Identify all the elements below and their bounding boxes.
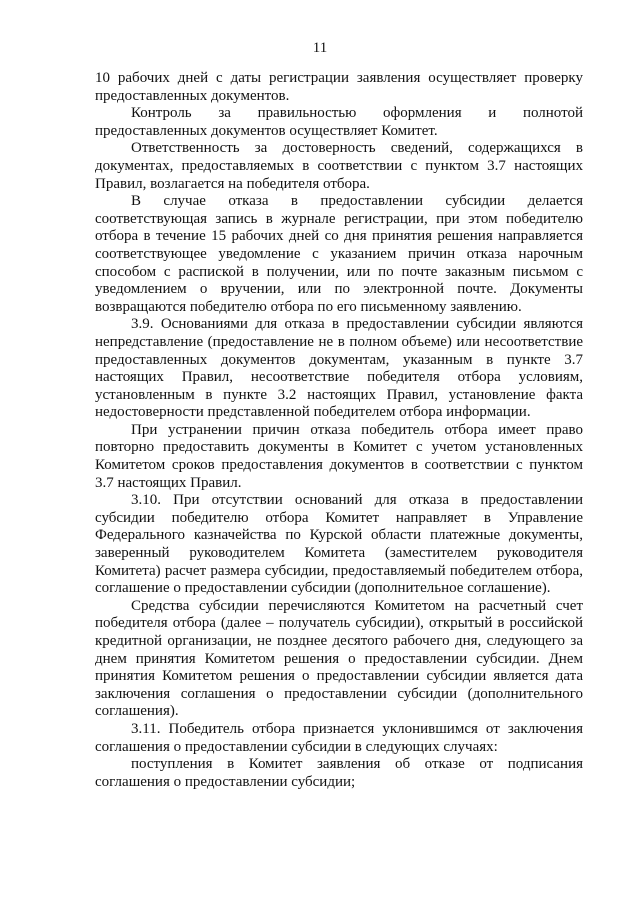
- paragraph-5: 3.9. Основаниями для отказа в предоставлении субсидии являются непредставление (предоставление не в полном объеме) или несоответствие предоставленных документов документам, указанным в пункте 3.7 настоящих Правил, несоответствие победителя отбора условиям, установленным в пункте 3.2 настоящих Правил, установление факта недостоверности представленной победителем отбора информации.: [95, 316, 583, 421]
- paragraph-6: При устранении причин отказа победитель отбора имеет право повторно предоставить документы в Комитет с учетом установленных Комитетом сроков предоставления документов в соответствии с пунктом 3.7 настоящих Правил.: [95, 421, 583, 491]
- paragraph-7: 3.10. При отсутствии оснований для отказа в предоставлении субсидии победителю отбора Комитет направляет в Управление Федерального казначейства по Курской области платежные документы, заверенный руководителем Комитета (заместителем руководителя Комитета) расчет размера субсидии, предоставляемый победителем отбора, соглашение о предоставлении субсидии (дополнительное соглашение).: [95, 492, 583, 597]
- paragraph-3: Ответственность за достоверность сведений, содержащихся в документах, предоставляемых в соответствии с пунктом 3.7 настоящих Правил, возлагается на победителя отбора.: [95, 140, 583, 192]
- page-number: 11: [312, 40, 328, 56]
- paragraph-8: Средства субсидии перечисляются Комитетом на расчетный счет победителя отбора (далее – получатель субсидии), открытый в российской кредитной организации, не позднее десятого рабочего дня, следующего за днем принятия Комитетом решения о предоставлении субсидии. Днем принятия Комитетом решения о предоставлении субсидии является дата заключения соглашения о предоставлении субсидии (дополнительного соглашения).: [95, 597, 583, 720]
- paragraph-4: В случае отказа в предоставлении субсидии делается соответствующая запись в журнале регистрации, при этом победителю отбора в течение 15 рабочих дней со дня принятия решения направляется соответствующее уведомление с указанием причин отказа нарочным способом с распиской в получении, или по почте заказным письмом с уведомлением о вручении, или по электронной почте. Документы возвращаются победителю отбора по его письменному заявлению.: [95, 193, 583, 315]
- paragraph-2: Контроль за правильностью оформления и полнотой предоставленных документов осуществляет Комитет.: [95, 105, 583, 139]
- paragraph-1: 10 рабочих дней с даты регистрации заявления осуществляет проверку предоставленных документов.: [95, 70, 583, 104]
- document-body: [95, 70, 583, 791]
- paragraph-9: 3.11. Победитель отбора признается уклонившимся от заключения соглашения о предоставлении субсидии в следующих случаях:: [95, 720, 583, 755]
- paragraph-10: поступления в Комитет заявления об отказе от подписания соглашения о предоставлении субсидии;: [95, 756, 583, 790]
